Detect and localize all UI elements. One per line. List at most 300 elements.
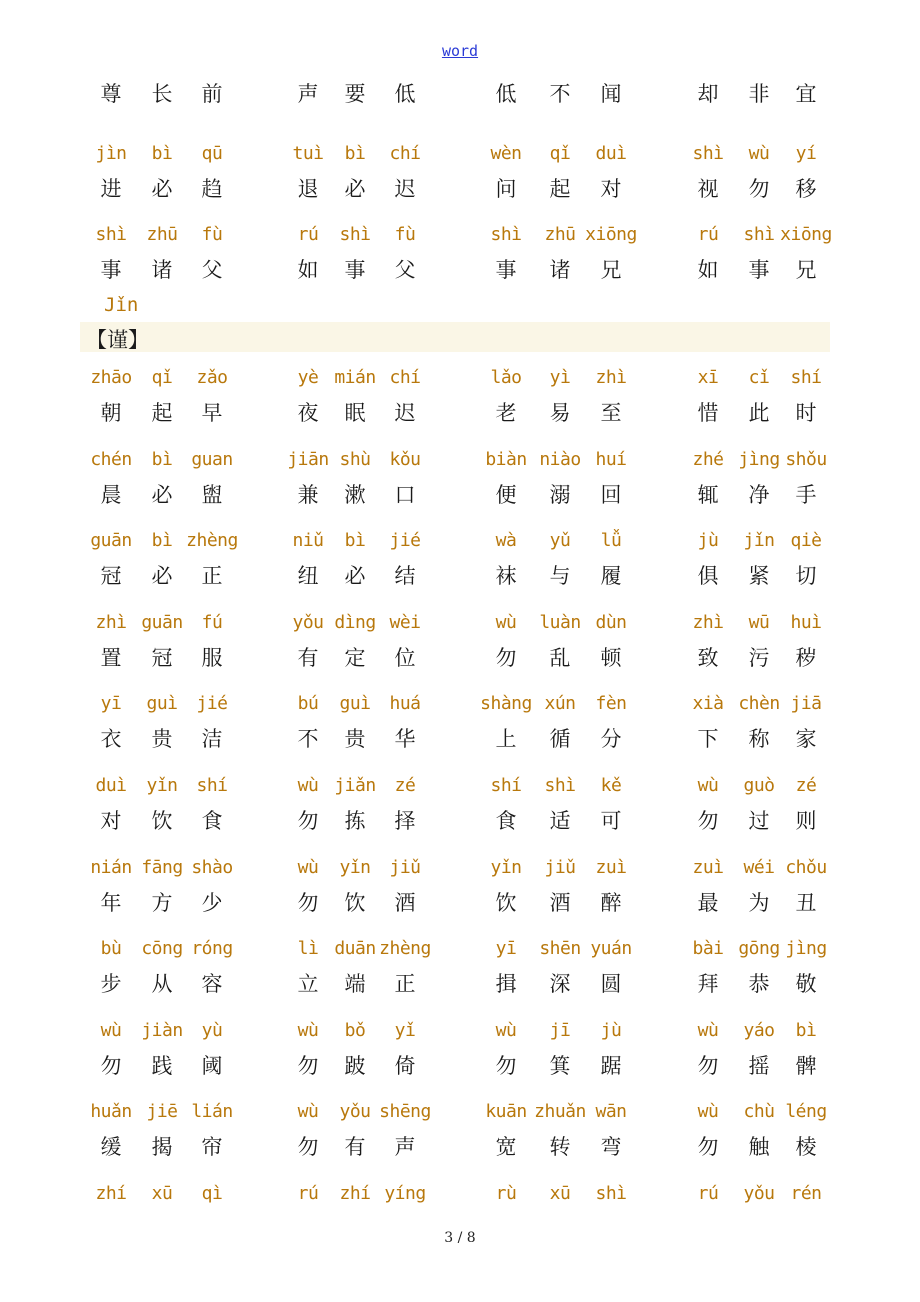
hanzi-char: 置 — [100, 646, 122, 670]
pinyin-syllable: jiā — [790, 693, 822, 714]
header-word-link[interactable]: word — [441, 42, 479, 60]
pinyin-syllable: zhū — [544, 224, 576, 245]
pinyin-syllable: zhuǎn — [534, 1101, 586, 1122]
hanzi-char: 必 — [344, 177, 366, 201]
hanzi-char: 饮 — [495, 891, 517, 915]
pinyin-syllable: chù — [743, 1101, 775, 1122]
pinyin-syllable: zuì — [692, 857, 724, 878]
hanzi-char: 践 — [151, 1054, 173, 1078]
pinyin-syllable: fāng — [141, 857, 183, 878]
hanzi-char: 低 — [394, 82, 416, 106]
pinyin-syllable: niǔ — [292, 530, 324, 551]
hanzi-char: 手 — [795, 483, 817, 507]
pinyin-syllable: shí — [196, 775, 228, 796]
pinyin-syllable: dìng — [334, 612, 376, 633]
pinyin-syllable: xī — [697, 367, 719, 388]
hanzi-char: 方 — [151, 891, 173, 915]
hanzi-char: 事 — [344, 258, 366, 282]
hanzi-char: 闻 — [600, 82, 622, 106]
pinyin-syllable: bì — [151, 530, 173, 551]
hanzi-char: 敬 — [795, 972, 817, 996]
pinyin-syllable: xiōng — [585, 224, 637, 245]
hanzi-char: 趋 — [201, 177, 223, 201]
pinyin-syllable: wéi — [743, 857, 775, 878]
pinyin-syllable: zuì — [595, 857, 627, 878]
hanzi-char: 与 — [549, 564, 571, 588]
hanzi-char: 拜 — [697, 972, 719, 996]
pinyin-syllable: yè — [297, 367, 319, 388]
hanzi-char: 食 — [201, 809, 223, 833]
hanzi-char: 结 — [394, 564, 416, 588]
pinyin-syllable: dùn — [595, 612, 627, 633]
hanzi-char: 勿 — [697, 1054, 719, 1078]
hanzi-char: 深 — [549, 972, 571, 996]
hanzi-char: 必 — [151, 177, 173, 201]
hanzi-char: 倚 — [394, 1054, 416, 1078]
pinyin-syllable: guan — [191, 449, 233, 470]
hanzi-char: 位 — [394, 646, 416, 670]
hanzi-char: 回 — [600, 483, 622, 507]
pinyin-syllable: zǎo — [196, 367, 228, 388]
hanzi-char: 兄 — [795, 258, 817, 282]
hanzi-char: 问 — [495, 177, 517, 201]
hanzi-char: 从 — [151, 972, 173, 996]
hanzi-char: 少 — [201, 891, 223, 915]
hanzi-char: 诸 — [151, 258, 173, 282]
pinyin-syllable: zhèng — [379, 938, 431, 959]
pinyin-syllable: bài — [692, 938, 724, 959]
hanzi-char: 摇 — [748, 1054, 770, 1078]
hanzi-char: 勿 — [297, 891, 319, 915]
pinyin-syllable: fù — [201, 224, 223, 245]
hanzi-char: 宽 — [495, 1135, 517, 1159]
hanzi-char: 迟 — [394, 177, 416, 201]
hanzi-char: 兼 — [297, 483, 319, 507]
hanzi-char: 口 — [394, 483, 416, 507]
pinyin-syllable: wù — [100, 1020, 122, 1041]
hanzi-char: 阈 — [201, 1054, 223, 1078]
hanzi-char: 分 — [600, 727, 622, 751]
hanzi-char: 紧 — [748, 564, 770, 588]
pinyin-syllable: wù — [495, 1020, 517, 1041]
hanzi-row — [0, 805, 920, 835]
pinyin-syllable: shì — [339, 224, 371, 245]
pinyin-syllable: zhí — [339, 1183, 371, 1204]
pinyin-syllable: yì — [549, 367, 571, 388]
hanzi-char: 如 — [297, 258, 319, 282]
hanzi-char: 必 — [151, 483, 173, 507]
pinyin-syllable: shēng — [379, 1101, 431, 1122]
hanzi-char: 称 — [748, 727, 770, 751]
pinyin-syllable: wà — [495, 530, 517, 551]
pinyin-syllable: bì — [151, 143, 173, 164]
pinyin-syllable: qiè — [790, 530, 822, 551]
hanzi-char: 最 — [697, 891, 719, 915]
hanzi-char: 时 — [795, 401, 817, 425]
hanzi-char: 眠 — [344, 401, 366, 425]
pinyin-syllable: huá — [389, 693, 421, 714]
hanzi-char: 触 — [748, 1135, 770, 1159]
pinyin-syllable: chèn — [738, 693, 780, 714]
pinyin-syllable: jù — [600, 1020, 622, 1041]
hanzi-row — [0, 887, 920, 917]
pinyin-syllable: shì — [595, 1183, 627, 1204]
pinyin-syllable: biàn — [485, 449, 527, 470]
hanzi-char: 揖 — [495, 972, 517, 996]
pinyin-syllable: bì — [344, 143, 366, 164]
hanzi-char: 可 — [600, 809, 622, 833]
pinyin-syllable: yíng — [384, 1183, 426, 1204]
hanzi-char: 低 — [495, 82, 517, 106]
pinyin-syllable: nián — [90, 857, 132, 878]
hanzi-char: 诸 — [549, 258, 571, 282]
hanzi-char: 洁 — [201, 727, 223, 751]
pinyin-syllable: wù — [297, 1020, 319, 1041]
hanzi-char: 切 — [795, 564, 817, 588]
pinyin-syllable: shì — [490, 224, 522, 245]
pinyin-syllable: jī — [549, 1020, 571, 1041]
pinyin-syllable: cōng — [141, 938, 183, 959]
hanzi-char: 父 — [201, 258, 223, 282]
hanzi-char: 却 — [697, 82, 719, 106]
pinyin-syllable: rú — [697, 224, 719, 245]
hanzi-char: 丑 — [795, 891, 817, 915]
hanzi-char: 履 — [600, 564, 622, 588]
pinyin-row — [0, 612, 920, 642]
pinyin-syllable: jié — [196, 693, 228, 714]
pinyin-syllable: huí — [595, 449, 627, 470]
hanzi-char: 顿 — [600, 646, 622, 670]
pinyin-row — [0, 857, 920, 887]
hanzi-char: 择 — [394, 809, 416, 833]
pinyin-syllable: jiǎn — [334, 775, 376, 796]
hanzi-char: 纽 — [297, 564, 319, 588]
hanzi-char: 移 — [795, 177, 817, 201]
hanzi-char: 冠 — [151, 646, 173, 670]
pinyin-row — [0, 693, 920, 723]
pinyin-syllable: xū — [151, 1183, 173, 1204]
hanzi-row — [0, 479, 920, 509]
pinyin-syllable: guì — [339, 693, 371, 714]
section-pinyin: Jǐn — [104, 294, 139, 316]
pinyin-syllable: jǐn — [743, 530, 775, 551]
hanzi-char: 至 — [600, 401, 622, 425]
hanzi-char: 此 — [748, 401, 770, 425]
hanzi-char: 进 — [100, 177, 122, 201]
pinyin-syllable: zhāo — [90, 367, 132, 388]
pinyin-syllable: fù — [394, 224, 416, 245]
hanzi-char: 声 — [297, 82, 319, 106]
pinyin-syllable: shì — [95, 224, 127, 245]
pinyin-syllable: rú — [697, 1183, 719, 1204]
hanzi-char: 跛 — [344, 1054, 366, 1078]
hanzi-char: 醉 — [600, 891, 622, 915]
hanzi-char: 致 — [697, 646, 719, 670]
pinyin-syllable: zhì — [692, 612, 724, 633]
hanzi-row — [0, 78, 920, 108]
pinyin-syllable: róng — [191, 938, 233, 959]
hanzi-char: 秽 — [795, 646, 817, 670]
hanzi-char: 冠 — [100, 564, 122, 588]
pinyin-syllable: rén — [790, 1183, 822, 1204]
hanzi-char: 恭 — [748, 972, 770, 996]
hanzi-char: 踞 — [600, 1054, 622, 1078]
hanzi-char: 华 — [394, 727, 416, 751]
hanzi-char: 勿 — [297, 1054, 319, 1078]
hanzi-row — [0, 560, 920, 590]
pinyin-syllable: bú — [297, 693, 319, 714]
hanzi-char: 起 — [549, 177, 571, 201]
pinyin-syllable: qǐ — [549, 143, 571, 164]
hanzi-char: 有 — [297, 646, 319, 670]
hanzi-char: 饮 — [344, 891, 366, 915]
hanzi-char: 必 — [344, 564, 366, 588]
pinyin-syllable: wù — [748, 143, 770, 164]
hanzi-char: 下 — [697, 727, 719, 751]
hanzi-char: 必 — [151, 564, 173, 588]
pinyin-syllable: kuān — [485, 1101, 527, 1122]
pinyin-syllable: wù — [495, 612, 517, 633]
hanzi-row — [0, 723, 920, 753]
hanzi-char: 勿 — [495, 646, 517, 670]
hanzi-row — [0, 968, 920, 998]
hanzi-char: 袜 — [495, 564, 517, 588]
hanzi-char: 对 — [100, 809, 122, 833]
hanzi-char: 棱 — [795, 1135, 817, 1159]
hanzi-char: 漱 — [344, 483, 366, 507]
pinyin-syllable: lì — [297, 938, 319, 959]
pinyin-row — [0, 775, 920, 805]
hanzi-char: 对 — [600, 177, 622, 201]
page-number: 3 / 8 — [444, 1230, 476, 1246]
pinyin-syllable: wù — [697, 775, 719, 796]
pinyin-row — [0, 938, 920, 968]
pinyin-syllable: zhé — [692, 449, 724, 470]
hanzi-char: 循 — [549, 727, 571, 751]
pinyin-syllable: shí — [790, 367, 822, 388]
section-header-bar — [80, 322, 830, 352]
pinyin-syllable: kě — [600, 775, 622, 796]
pinyin-syllable: wèi — [389, 612, 421, 633]
pinyin-row — [0, 1101, 920, 1131]
pinyin-syllable: guān — [141, 612, 183, 633]
hanzi-char: 宜 — [795, 82, 817, 106]
pinyin-syllable: jié — [389, 530, 421, 551]
hanzi-char: 父 — [394, 258, 416, 282]
pinyin-syllable: chǒu — [785, 857, 827, 878]
pinyin-syllable: zhū — [146, 224, 178, 245]
hanzi-char: 帘 — [201, 1135, 223, 1159]
pinyin-syllable: lián — [191, 1101, 233, 1122]
hanzi-char: 贵 — [151, 727, 173, 751]
hanzi-char: 家 — [795, 727, 817, 751]
pinyin-syllable: bǒ — [344, 1020, 366, 1041]
hanzi-char: 俱 — [697, 564, 719, 588]
pinyin-syllable: bì — [151, 449, 173, 470]
pinyin-row — [0, 1183, 920, 1213]
pinyin-syllable: shí — [490, 775, 522, 796]
hanzi-char: 退 — [297, 177, 319, 201]
pinyin-syllable: shǒu — [785, 449, 827, 470]
pinyin-syllable: xún — [544, 693, 576, 714]
pinyin-syllable: wèn — [490, 143, 522, 164]
hanzi-char: 朝 — [100, 401, 122, 425]
hanzi-char: 事 — [748, 258, 770, 282]
hanzi-row — [0, 642, 920, 672]
pinyin-syllable: yǒu — [743, 1183, 775, 1204]
hanzi-char: 为 — [748, 891, 770, 915]
hanzi-char: 弯 — [600, 1135, 622, 1159]
pinyin-syllable: wù — [297, 857, 319, 878]
hanzi-char: 早 — [201, 401, 223, 425]
pinyin-syllable: yǐn — [339, 857, 371, 878]
pinyin-syllable: wù — [697, 1101, 719, 1122]
pinyin-syllable: wù — [297, 775, 319, 796]
hanzi-char: 便 — [495, 483, 517, 507]
hanzi-char: 晨 — [100, 483, 122, 507]
hanzi-char: 定 — [344, 646, 366, 670]
hanzi-char: 上 — [495, 727, 517, 751]
hanzi-char: 步 — [100, 972, 122, 996]
hanzi-char: 辄 — [697, 483, 719, 507]
pinyin-syllable: duān — [334, 938, 376, 959]
section-title: 【谨】 — [86, 328, 149, 352]
hanzi-char: 事 — [495, 258, 517, 282]
hanzi-char: 揭 — [151, 1135, 173, 1159]
pinyin-row — [0, 143, 920, 173]
pinyin-syllable: rù — [495, 1183, 517, 1204]
pinyin-syllable: jìng — [738, 449, 780, 470]
pinyin-syllable: bì — [344, 530, 366, 551]
hanzi-row — [0, 173, 920, 203]
hanzi-char: 正 — [394, 972, 416, 996]
pinyin-syllable: shēn — [539, 938, 581, 959]
pinyin-syllable: wū — [748, 612, 770, 633]
pinyin-syllable: fèn — [595, 693, 627, 714]
hanzi-char: 勿 — [495, 1054, 517, 1078]
hanzi-char: 兄 — [600, 258, 622, 282]
pinyin-row — [0, 530, 920, 560]
pinyin-syllable: rú — [297, 1183, 319, 1204]
pinyin-syllable: chén — [90, 449, 132, 470]
pinyin-syllable: fú — [201, 612, 223, 633]
pinyin-syllable: rú — [297, 224, 319, 245]
pinyin-syllable: jiān — [287, 449, 329, 470]
hanzi-char: 过 — [748, 809, 770, 833]
pinyin-syllable: bì — [795, 1020, 817, 1041]
pinyin-syllable: shù — [339, 449, 371, 470]
pinyin-row — [0, 367, 920, 397]
hanzi-char: 箕 — [549, 1054, 571, 1078]
pinyin-syllable: shào — [191, 857, 233, 878]
pinyin-row — [0, 449, 920, 479]
pinyin-syllable: shì — [544, 775, 576, 796]
hanzi-char: 如 — [697, 258, 719, 282]
pinyin-syllable: jiàn — [141, 1020, 183, 1041]
hanzi-char: 要 — [344, 82, 366, 106]
hanzi-char: 髀 — [795, 1054, 817, 1078]
hanzi-char: 勿 — [297, 809, 319, 833]
pinyin-syllable: wù — [297, 1101, 319, 1122]
hanzi-char: 酒 — [549, 891, 571, 915]
pinyin-syllable: guì — [146, 693, 178, 714]
hanzi-char: 端 — [344, 972, 366, 996]
pinyin-syllable: qì — [201, 1183, 223, 1204]
hanzi-char: 则 — [795, 809, 817, 833]
pinyin-syllable: zhì — [595, 367, 627, 388]
pinyin-syllable: jìng — [785, 938, 827, 959]
hanzi-row — [0, 1050, 920, 1080]
hanzi-char: 视 — [697, 177, 719, 201]
pinyin-syllable: léng — [785, 1101, 827, 1122]
pinyin-syllable: jiǔ — [389, 857, 421, 878]
pinyin-syllable: xiōng — [780, 224, 832, 245]
hanzi-char: 溺 — [549, 483, 571, 507]
pinyin-syllable: duì — [95, 775, 127, 796]
hanzi-row — [0, 1131, 920, 1161]
hanzi-char: 盥 — [201, 483, 223, 507]
hanzi-char: 不 — [297, 727, 319, 751]
hanzi-char: 非 — [748, 82, 770, 106]
hanzi-char: 污 — [748, 646, 770, 670]
pinyin-syllable: wù — [697, 1020, 719, 1041]
pinyin-syllable: jiǔ — [544, 857, 576, 878]
pinyin-syllable: tuì — [292, 143, 324, 164]
hanzi-char: 不 — [549, 82, 571, 106]
pinyin-syllable: shì — [692, 143, 724, 164]
hanzi-char: 夜 — [297, 401, 319, 425]
pinyin-syllable: xià — [692, 693, 724, 714]
pinyin-syllable: luàn — [539, 612, 581, 633]
hanzi-char: 勿 — [100, 1054, 122, 1078]
pinyin-syllable: yǒu — [292, 612, 324, 633]
pinyin-syllable: guān — [90, 530, 132, 551]
hanzi-char: 易 — [549, 401, 571, 425]
hanzi-char: 长 — [151, 82, 173, 106]
hanzi-row — [0, 397, 920, 427]
hanzi-char: 惜 — [697, 401, 719, 425]
hanzi-char: 年 — [100, 891, 122, 915]
hanzi-char: 勿 — [297, 1135, 319, 1159]
pinyin-syllable: zhì — [95, 612, 127, 633]
hanzi-char: 圆 — [600, 972, 622, 996]
pinyin-syllable: gōng — [738, 938, 780, 959]
hanzi-char: 拣 — [344, 809, 366, 833]
pinyin-syllable: qǐ — [151, 367, 173, 388]
pinyin-row — [0, 1020, 920, 1050]
hanzi-char: 食 — [495, 809, 517, 833]
pinyin-syllable: yǐn — [490, 857, 522, 878]
pinyin-syllable: yuán — [590, 938, 632, 959]
pinyin-syllable: lǚ — [600, 530, 622, 551]
hanzi-char: 适 — [549, 809, 571, 833]
pinyin-syllable: huì — [790, 612, 822, 633]
pinyin-syllable: lǎo — [490, 367, 522, 388]
pinyin-syllable: shàng — [480, 693, 532, 714]
hanzi-row — [0, 254, 920, 284]
pinyin-syllable: jìn — [95, 143, 127, 164]
pinyin-syllable: bù — [100, 938, 122, 959]
pinyin-syllable: zhèng — [186, 530, 238, 551]
pinyin-syllable: niào — [539, 449, 581, 470]
pinyin-syllable: yù — [201, 1020, 223, 1041]
pinyin-syllable: zé — [394, 775, 416, 796]
pinyin-row — [0, 224, 920, 254]
hanzi-char: 前 — [201, 82, 223, 106]
pinyin-syllable: yī — [495, 938, 517, 959]
hanzi-char: 贵 — [344, 727, 366, 751]
hanzi-char: 缓 — [100, 1135, 122, 1159]
